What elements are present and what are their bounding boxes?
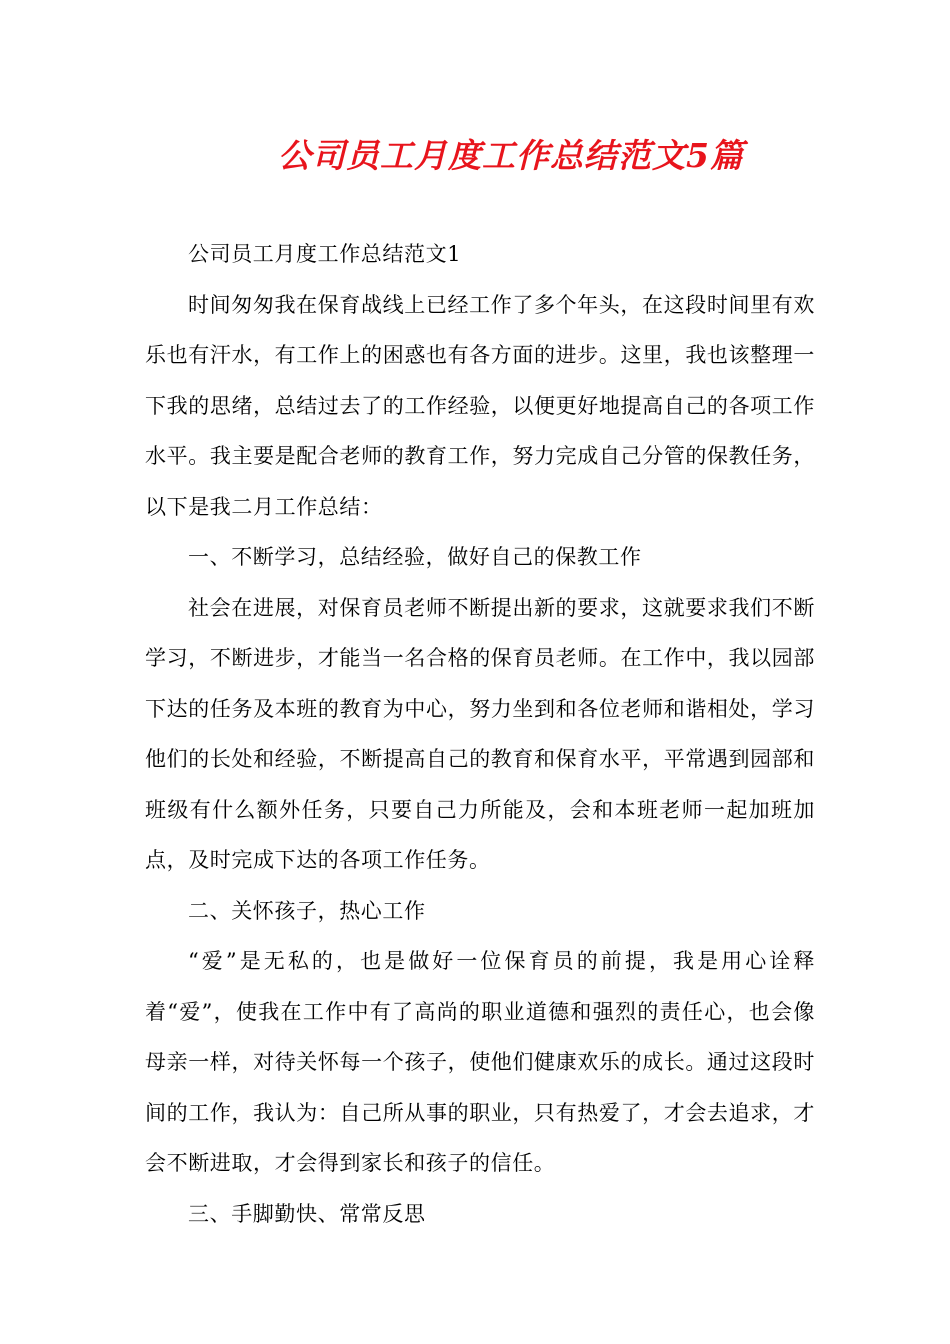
subtitle-paragraph: 公司员工月度工作总结范文1 [188,242,462,266]
section-heading: 三、手脚勤快、常常反思 [188,1201,426,1226]
section-heading: 一、不断学习，总结经验，做好自己的保教工作 [188,545,642,569]
body-paragraph: 社会在进展，对保育员老师不断提出新的要求，这就要求我们不断学习，不断进步，才能当一名合格的保育员老师。在工作中，我以园部下达的任务及本班的教育为中心，努力坐到和各位老师和谐相处，学习他们的长处和经验，不断提高自己的教育和保育水平，平常遇到园部和班级有什么额外任务，只要自己力所能及，会和本班老师一起加班加点，及时完成下达的各项工作任务。 [145,595,815,872]
section-heading: 二、关怀孩子，热心工作 [188,898,426,923]
body-paragraph: “爱”是无私的，也是做好一位保育员的前提，我是用心诠释着“爱”，使我在工作中有了高尚的职业道德和强烈的责任心，也会像母亲一样，对待关怀每一个孩子，使他们健康欢乐的成长。通过这段时间的工作，我认为：自己所从事的职业，只有热爱了，才会去追求，才会不断进取，才会得到家长和孩子的信任。 [145,949,815,1175]
body-paragraph: 时间匆匆我在保育战线上已经工作了多个年头，在这段时间里有欢乐也有汗水，有工作上的困惑也有各方面的进步。这里，我也该整理一下我的思绪，总结过去了的工作经验，以便更好地提高自己的各项工作水平。我主要是配合老师的教育工作，努力完成自己分管的保教任务，以下是我二月工作总结： [145,292,815,519]
document-title: 公司员工月度工作总结范文5篇 [278,136,744,175]
document-body [145,229,815,1239]
